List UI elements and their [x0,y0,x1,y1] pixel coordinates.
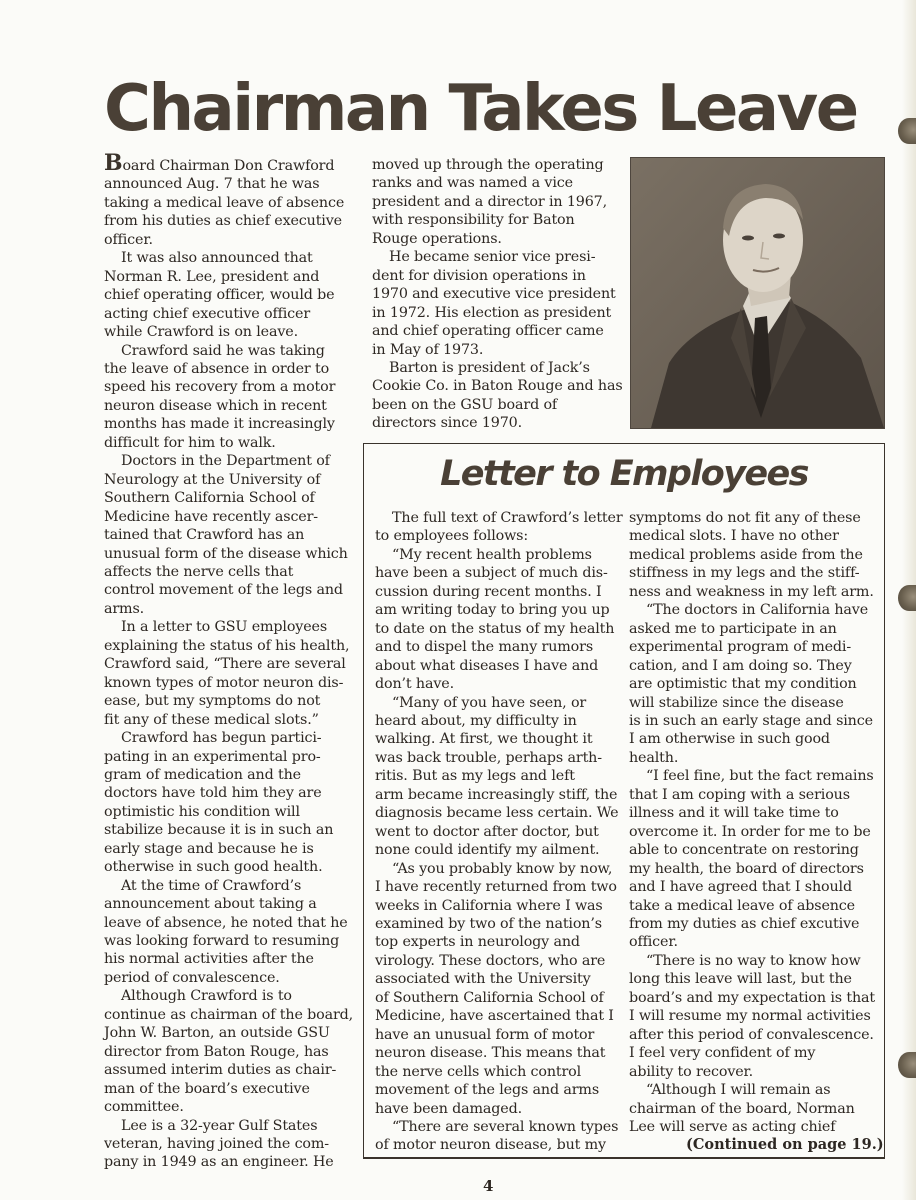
text-line: about what diseases I have and [375,657,599,674]
text-line: was back trouble, perhaps arth- [375,749,602,766]
text-line: with responsibility for Baton [372,212,575,229]
text-line: in May of 1973. [372,341,484,358]
text-line: ness and weakness in my left arm. [629,583,874,600]
text-line: At the time of Crawford’s [121,877,302,894]
text-line: veteran, having joined the com- [104,1136,329,1153]
text-line: explaining the status of his health, [104,637,350,654]
letter-title: Letter to Employees [440,454,808,494]
text-line: don’t have. [375,676,454,693]
text-line: dent for division operations in [372,267,586,284]
portrait-photo [630,157,885,429]
text-line: Norman R. Lee, president and [104,268,320,285]
continued-note: (Continued on page 19.) [686,1136,884,1153]
text-line: is in such an early stage and since [629,712,873,729]
text-line: asked me to participate in an [629,620,837,637]
text-line: take a medical leave of absence [629,897,855,914]
text-line: have been a subject of much dis- [375,565,608,582]
article-column-2 [372,156,622,433]
text-line: illness and it will take time to [629,805,839,822]
text-line: ease, but my symptoms do not [104,693,321,710]
text-line: optimistic his condition will [104,803,300,820]
text-line: able to concentrate on restoring [629,842,859,859]
text-line: after this period of convalescence. [629,1026,874,1043]
text-line: from my duties as chief excutive [629,915,860,932]
binder-hole-icon [898,118,916,144]
text-line: director from Baton Rouge, has [104,1043,329,1060]
text-line: In a letter to GSU employees [121,619,328,636]
binder-hole-icon [898,1052,916,1078]
text-line: ability to recover. [629,1063,754,1080]
text-line: are optimistic that my condition [629,676,857,693]
text-line: doctors have told him they are [104,785,322,802]
text-line: It was also announced that [121,250,313,267]
text-line: “As you probably know by now, [392,860,613,877]
text-line: medical problems aside from the [629,546,863,563]
text-line: overcome it. In order for me to be [629,823,871,840]
text-line: The full text of Crawford’s letter [392,510,623,526]
text-line: will stabilize since the disease [629,694,844,711]
text-line: medical slots. I have no other [629,528,839,545]
text-line: the nerve cells which control [375,1063,582,1080]
text-line: Barton is president of Jack’s [389,359,590,376]
text-line: the leave of absence in order to [104,360,330,377]
text-line: movement of the legs and arms [375,1082,600,1099]
text-line: was looking forward to resuming [104,933,340,950]
text-line: Lee will serve as acting chief [629,1118,836,1135]
page-number: 4 [483,1177,494,1195]
text-line: weeks in California where I was [375,897,603,914]
text-line: neuron disease which in recent [104,397,327,414]
text-line: announced Aug. 7 that he was [104,176,320,193]
text-line: top experts in neurology and [375,934,580,951]
text-line: Crawford said, “There are several [104,656,346,673]
text-line: Medicine have recently ascer- [104,508,318,525]
text-line: that I am coping with a serious [629,786,850,803]
letter-column-1 [375,509,623,1155]
text-line: moved up through the operating [372,157,604,173]
text-line: health. [629,749,679,766]
text-line: heard about, my difficulty in [375,712,577,729]
text-line: affects the nerve cells that [104,563,294,580]
text-line: announcement about taking a [104,896,317,913]
text-line: man of the board’s executive [104,1080,310,1097]
text-line: control movement of the legs and [104,582,343,599]
text-line: “The doctors in California have [646,602,869,619]
text-line: in 1972. His election as president [372,304,612,321]
article-headline: Chairman Takes Leave [104,72,857,146]
text-line: acting chief executive officer [104,305,311,322]
text-line: am writing today to bring you up [375,602,610,619]
text-line: and to dispel the many rumors [375,639,594,656]
text-line: I feel very confident of my [629,1045,816,1062]
text-line: neuron disease. This means that [375,1045,606,1062]
text-line: I have recently returned from two [375,879,617,896]
text-line: of motor neuron disease, but my [375,1137,606,1154]
text-line: walking. At first, we thought it [375,731,593,748]
article-column-1 [104,150,354,1172]
text-line: 1970 and executive vice president [372,286,616,303]
text-line: have been damaged. [375,1100,523,1117]
text-line: president and a director in 1967, [372,193,608,210]
text-line: none could identify my ailment. [375,842,600,859]
drop-cap: B [104,150,123,176]
text-line: leave of absence, he noted that he [104,914,348,931]
text-line: of Southern California School of [375,989,604,1006]
text-line: Cookie Co. in Baton Rouge and has [372,378,623,395]
text-line: stabilize because it is in such an [104,822,334,839]
text-line: long this leave will last, but the [629,971,852,988]
text-line: to employees follows: [375,528,529,545]
text-line: chief operating officer, would be [104,287,335,304]
text-line: “I feel fine, but the fact remains [646,768,874,785]
portrait-figure-icon [631,158,884,428]
text-line: taking a medical leave of absence [104,194,345,211]
text-line: cussion during recent months. I [375,583,602,600]
text-line: speed his recovery from a motor [104,379,336,396]
text-line: otherwise in such good health. [104,859,323,876]
binder-hole-icon [898,585,916,611]
text-line: while Crawford is on leave. [104,324,298,341]
text-line: chairman of the board, Norman [629,1100,855,1117]
text-line: Medicine, have ascertained that I [375,1008,614,1025]
text-line: committee. [104,1099,184,1116]
text-line: Neurology at the University of [104,471,321,488]
text-line: assumed interim duties as chair- [104,1062,337,1079]
text-line: “Many of you have seen, or [392,694,587,711]
text-line: stiffness in my legs and the stiff- [629,565,860,582]
text-line: went to doctor after doctor, but [375,823,599,840]
text-line: I am otherwise in such good [629,731,830,748]
text-line: ritis. But as my legs and left [375,768,575,785]
text-line: associated with the University [375,971,591,988]
text-line: symptoms do not fit any of these [629,510,861,526]
text-line: examined by two of the nation’s [375,915,602,932]
text-line: officer. [104,231,153,248]
letter-column-2 [629,509,879,1136]
text-line: virology. These doctors, who are [375,952,606,969]
text-line: “Although I will remain as [646,1082,831,1099]
text-line: continue as chairman of the board, [104,1006,354,1023]
text-line: Lee is a 32-year Gulf States [121,1117,318,1134]
text-line: months has made it increasingly [104,416,335,433]
text-line: fit any of these medical slots.” [104,711,319,728]
text-line: pating in an experimental pro- [104,748,321,765]
text-line: experimental program of medi- [629,639,852,656]
text-line: period of convalescence. [104,969,280,986]
text-line: difficult for him to walk. [104,434,276,451]
text-line: cation, and I am doing so. They [629,657,852,674]
text-line: Southern California School of [104,490,315,507]
text-line: tained that Crawford has an [104,527,305,544]
text-line: unusual form of the disease which [104,545,348,562]
text-line: arm became increasingly stiff, the [375,786,618,803]
text-line: arms. [104,600,145,617]
text-line: Crawford has begun partici- [121,730,322,747]
text-line: diagnosis became less certain. We [375,805,619,822]
text-line: have an unusual form of motor [375,1026,595,1043]
text-line: been on the GSU board of [372,396,558,413]
text-line: He became senior vice presi- [389,249,596,266]
text-line: from his duties as chief executive [104,213,342,230]
text-line: John W. Barton, an outside GSU [104,1025,330,1042]
text-line: Board Chairman Don Crawford [104,150,335,176]
text-line: and chief operating officer came [372,323,604,340]
text-line: “My recent health problems [392,546,592,563]
text-line: ranks and was named a vice [372,175,573,192]
text-line: Rouge operations. [372,230,502,247]
text-line: to date on the status of my health [375,620,615,637]
text-line: his normal activities after the [104,951,314,968]
text-line: “There are several known types [392,1118,619,1135]
text-line: my health, the board of directors [629,860,864,877]
text-line: “There is no way to know how [646,952,861,969]
text-line: Crawford said he was taking [121,342,325,359]
text-line: board’s and my expectation is that [629,989,875,1006]
text-line: known types of motor neuron dis- [104,674,344,691]
text-line: directors since 1970. [372,415,523,432]
text-line: early stage and because he is [104,840,314,857]
text-line: Although Crawford is to [121,988,292,1005]
text-line: I will resume my normal activities [629,1008,871,1025]
text-line: officer. [629,934,678,951]
text-line: Doctors in the Department of [121,453,330,470]
text-line: gram of medication and the [104,766,301,783]
text-line: and I have agreed that I should [629,879,852,896]
text-line: pany in 1949 as an engineer. He [104,1154,334,1171]
